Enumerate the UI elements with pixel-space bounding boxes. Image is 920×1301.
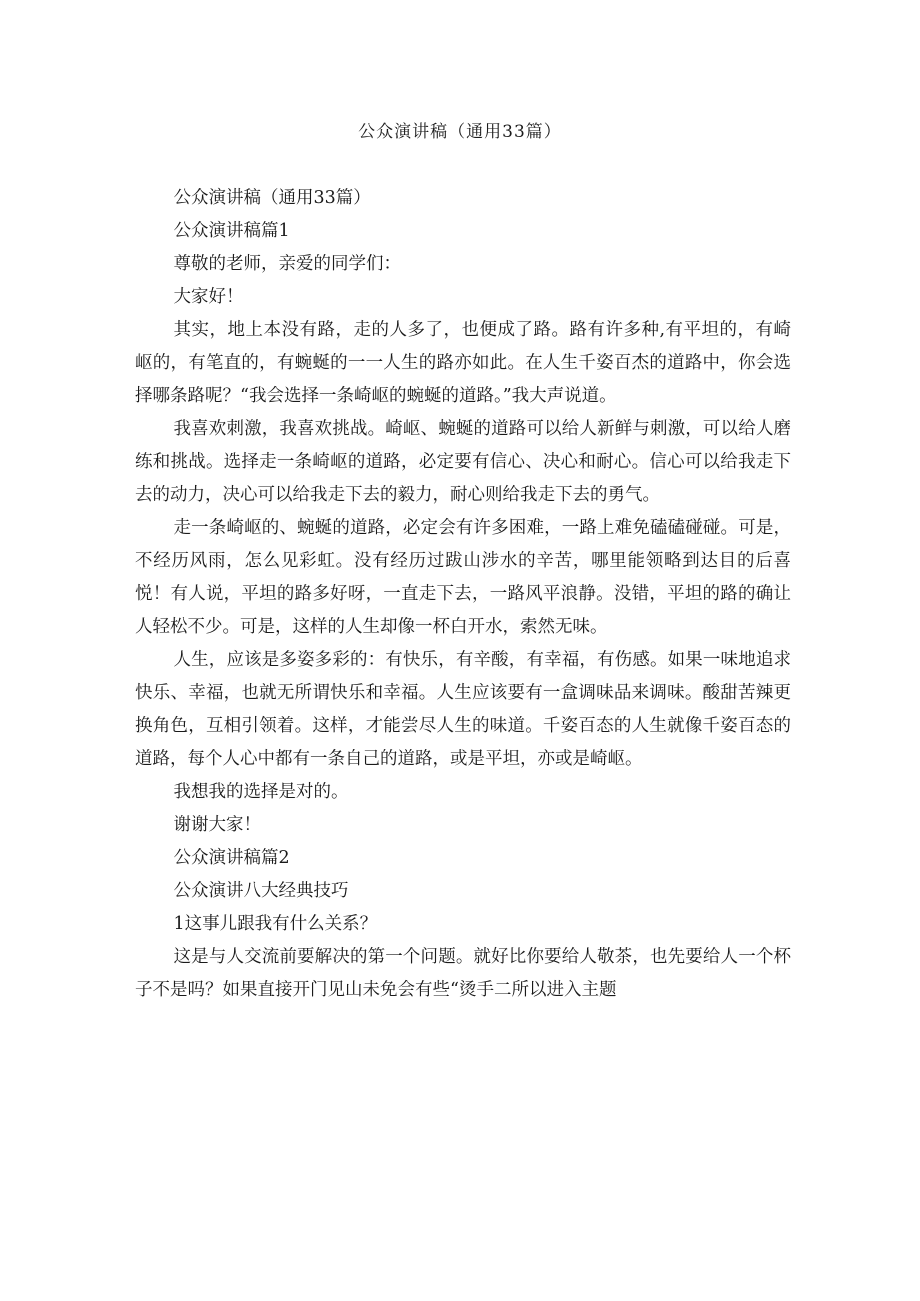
subsection-heading: 公众演讲八大经典技巧: [173, 881, 349, 901]
body-paragraph: 走一条崎岖的、蜿蜒的道路，必定会有许多困难，一路上难免磕磕碰碰。可是，不经历风雨，怎么见彩虹。没有经历过跋山涉水的辛苦，哪里能领略到达目的后喜悦！有人说，平坦的路多好呀，一直走下去，一路风平浪静。没错，平坦的路的确让人轻松不少。可是，这样的人生却像一杯白开水，索然无味。: [135, 518, 791, 637]
document-title: 公众演讲稿（通用33篇）: [358, 122, 562, 142]
closing-thanks: 谢谢大家！: [173, 815, 261, 835]
document-body: [135, 182, 791, 1007]
salutation: 尊敬的老师，亲爱的同学们：: [173, 254, 401, 274]
list-item-heading: 1这事儿跟我有什么关系？: [173, 914, 378, 934]
body-paragraph: 其实，地上本没有路，走的人多了，也便成了路。路有许多种,有平坦的，有崎岖的，有笔直的，有蜿蜒的一一人生的路亦如此。在人生千姿百杰的道路中，你会选择哪条路呢？“我会选择一条崎岖的蜿蜒的道路。”我大声说道。: [135, 320, 791, 406]
body-paragraph: 这是与人交流前要解决的第一个问题。就好比你要给人敬茶，也先要给人一个杯子不是吗？如果直接开门见山未免会有些“烫手二所以进入主题: [135, 947, 791, 1000]
body-paragraph: 我喜欢刺激，我喜欢挑战。崎岖、蜿蜒的道路可以给人新鲜与刺激，可以给人磨练和挑战。选择走一条崎岖的道路，必定要有信心、决心和耐心。信心可以给我走下去的动力，决心可以给我走下去的毅力，耐心则给我走下去的勇气。: [135, 419, 791, 505]
greeting: 大家好！: [173, 287, 244, 307]
section-heading-1: 公众演讲稿篇1: [173, 221, 290, 241]
subtitle-paragraph: 公众演讲稿（通用33篇）: [173, 188, 371, 208]
body-paragraph: 我想我的选择是对的。: [173, 782, 349, 802]
body-paragraph: 人生，应该是多姿多彩的：有快乐，有辛酸，有幸福，有伤感。如果一味地追求快乐、幸福，也就无所谓快乐和幸福。人生应该要有一盒调味品来调味。酸甜苦辣更换角色，互相引领着。这样，才能尝尽人生的味道。千姿百态的人生就像千姿百态的道路，每个人心中都有一条自己的道路，或是平坦，亦或是崎岖。: [135, 650, 791, 769]
section-heading-2: 公众演讲稿篇2: [173, 848, 290, 868]
